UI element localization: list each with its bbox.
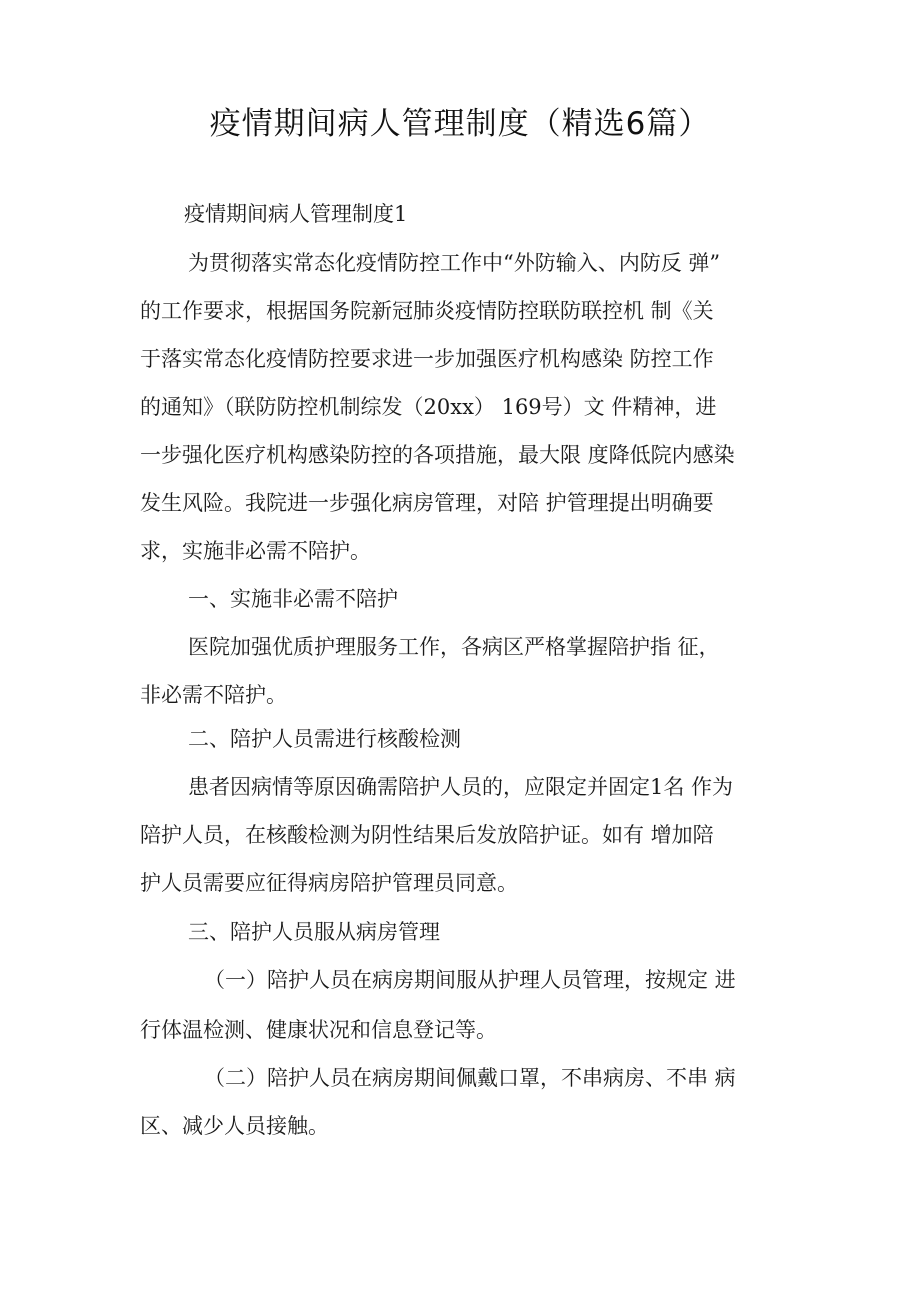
- paragraph-line: 医院加强优质护理服务工作，各病区严格掌握陪护指 征，: [188, 635, 720, 659]
- item-heading-3: 三、陪护人员服从病房管理: [188, 920, 440, 944]
- section-heading: 疫情期间病人管理制度1: [184, 202, 408, 226]
- paragraph-line: 求，实施非必需不陪护。: [140, 539, 371, 563]
- paragraph-line: 一步强化医疗机构感染防控的各项措施，最大限 度降低院内感染: [140, 443, 735, 467]
- paragraph-line: 于落实常态化疫情防控要求进一步加强医疗机构感染 防控工作: [140, 347, 714, 371]
- item-heading-1: 一、实施非必需不陪护: [188, 587, 398, 611]
- paragraph-line: 为贯彻落实常态化疫情防控工作中“外防输入、内防反 弹”: [188, 251, 721, 275]
- paragraph-line: 患者因病情等原因确需陪护人员的，应限定并固定1名 作为: [188, 775, 734, 799]
- paragraph-line: 护人员需要应征得病房陪护管理员同意。: [140, 871, 518, 895]
- document-title: 疫情期间病人管理制度（精选6篇）: [209, 106, 711, 142]
- paragraph-line: 陪护人员，在核酸检测为阴性结果后发放陪护证。如有 增加陪: [140, 823, 714, 847]
- paragraph-line: 的通知》（联防防控机制综发（20xx） 169号）文 件精神，进: [140, 395, 717, 419]
- item-heading-2: 二、陪护人员需进行核酸检测: [188, 727, 461, 751]
- paragraph-line: 行体温检测、健康状况和信息登记等。: [140, 1018, 497, 1042]
- paragraph-line: 区、减少人员接触。: [140, 1114, 329, 1138]
- paragraph-line: （一）陪护人员在病房期间服从护理人员管理，按规定 进: [204, 968, 736, 992]
- paragraph-line: 发生风险。我院进一步强化病房管理，对陪 护管理提出明确要: [140, 491, 714, 515]
- paragraph-line: 的工作要求，根据国务院新冠肺炎疫情防控联防联控机 制《关: [140, 299, 714, 323]
- paragraph-line: 非必需不陪护。: [140, 683, 287, 707]
- paragraph-line: （二）陪护人员在病房期间佩戴口罩，不串病房、不串 病: [204, 1066, 736, 1090]
